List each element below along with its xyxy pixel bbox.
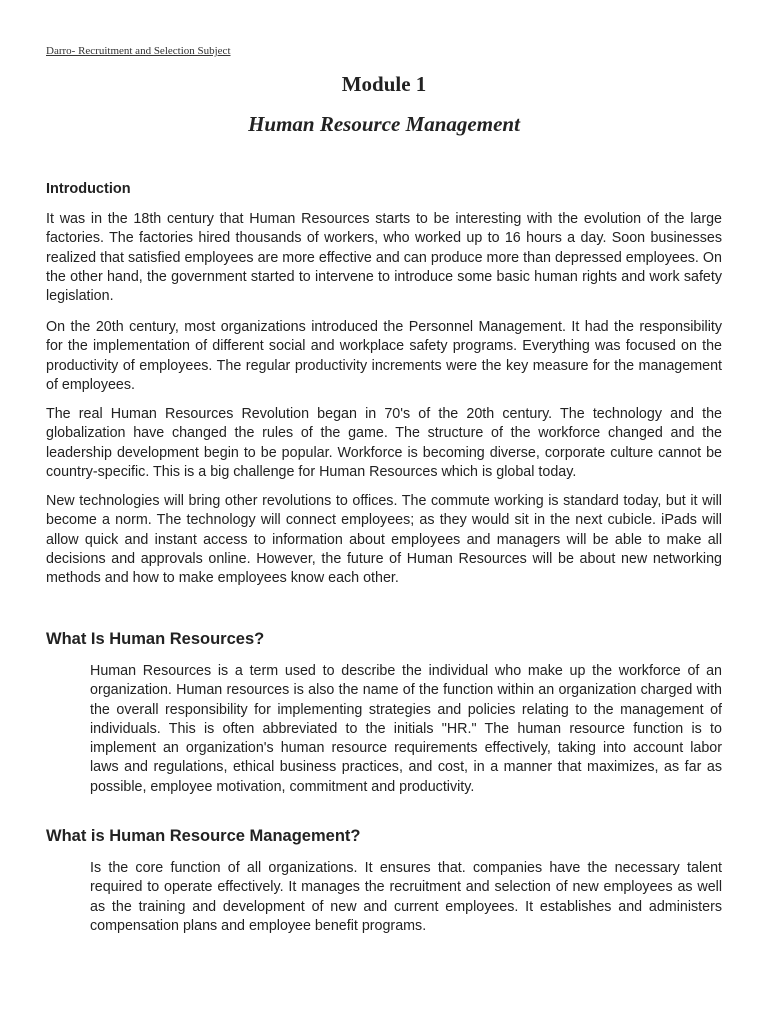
what-is-hrm-paragraph: Is the core function of all organizations. It ensures that. companies have the necessary talent required to operate effectively. It manages the recruitment and selection of new employees as well as the training and development of new and current employees. It establishes and administers compensation plans and employee benefit programs.: [90, 860, 722, 934]
what-is-hrm-heading: What is Human Resource Management?: [46, 827, 361, 845]
module-title: Module 1: [341, 72, 427, 96]
module-subtitle: Human Resource Management: [248, 112, 520, 136]
introduction-heading: Introduction: [46, 181, 131, 197]
intro-paragraph-4: New technologies will bring other revolutions to offices. The commute working is standard today, but it will become a norm. The technology will connect employees; as they would sit in the next cubicle. iPads will allow quick and instant access to information about employees and managers will be able to make all decisions and approvals online. However, the future of Human Resources will be about new networking methods and how to make employees know each other.: [46, 493, 722, 587]
what-is-hr-paragraph: Human Resources is a term used to describe the individual who make up the workforce of an organization. Human resources is also the name of the function within an organization charged with the overall responsibility for implementing strategies and policies relating to the management of individuals. This is often abbreviated to the initials "HR." The human resource function is to implement an organization's human resource requirements effectively, taking into account labor laws and regulations, ethical business practices, and cost, in a manner that maximizes, as far as possible, employee motivation, commitment and productivity.: [90, 663, 722, 795]
intro-paragraph-1: It was in the 18th century that Human Resources starts to be interesting with the evolution of the large factories. The factories hired thousands of workers, who worked up to 16 hours a day. Soon businesses realized that satisfied employees are more effective and can produce more than depressed employees. On the other hand, the government started to intervene to introduce some basic human rights and work safety legislation.: [46, 211, 722, 305]
intro-paragraph-3: The real Human Resources Revolution began in 70's of the 20th century. The technology and the globalization have changed the rules of the game. The structure of the workforce changed and the leadership development begin to be popular. Workforce is becoming diverse, corporate culture cannot be country-specific. This is a big challenge for Human Resources which is global today.: [46, 406, 722, 480]
intro-paragraph-2: On the 20th century, most organizations introduced the Personnel Management. It had the responsibility for the implementation of different social and workplace safety programs. Everything was focused on the productivity of employees. The regular productivity increments were the key measure for the management of employees.: [46, 319, 722, 393]
header-note: Darro- Recruitment and Selection Subject: [46, 45, 231, 57]
what-is-hr-heading: What Is Human Resources?: [46, 630, 265, 648]
